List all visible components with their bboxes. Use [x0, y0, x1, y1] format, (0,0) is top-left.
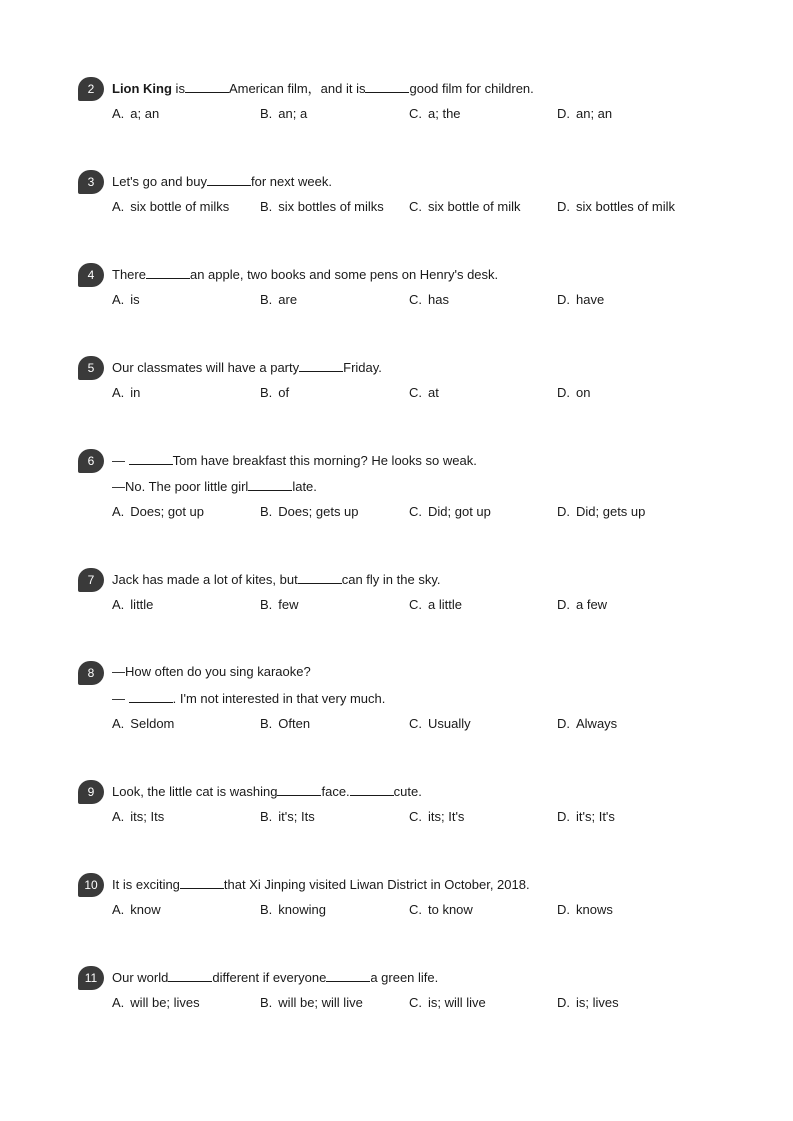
stem-text: is	[171, 81, 185, 96]
stem-text: Jack has made a lot of kites, but	[112, 572, 298, 587]
option-choice	[409, 597, 462, 613]
option-choice	[260, 292, 297, 308]
option-text: its; Its	[130, 809, 165, 824]
options-row	[112, 809, 732, 825]
option-text: will be; will live	[278, 995, 363, 1010]
option-choice	[557, 106, 612, 122]
option-text: Did; gets up	[576, 504, 646, 519]
option-choice	[112, 902, 161, 918]
option-text: will be; lives	[130, 995, 200, 1010]
stem-text: can fly in the sky.	[341, 572, 441, 587]
question-stem	[112, 571, 440, 588]
options-row	[112, 504, 732, 520]
option-choice	[112, 106, 159, 122]
option-text: six bottles of milks	[278, 199, 384, 214]
stem-text: an apple, two books and some pens on Henry's desk.	[189, 267, 499, 282]
stem-text: Our world	[112, 970, 169, 985]
question-number-badge: 8	[78, 661, 104, 685]
option-choice	[409, 106, 461, 122]
question-stem	[112, 664, 311, 680]
option-text: a few	[576, 597, 608, 612]
options-row	[112, 106, 732, 122]
answer-blank	[129, 690, 173, 703]
option-text: Does; got up	[130, 504, 205, 519]
stem-text: Friday.	[343, 360, 382, 375]
question-number-badge: 4	[78, 263, 104, 287]
option-choice	[409, 504, 491, 520]
options-row	[112, 385, 732, 401]
option-letter: B.	[260, 902, 273, 917]
option-choice	[260, 902, 326, 918]
stem-text: —No. The poor little girl	[112, 479, 249, 494]
option-choice	[112, 809, 164, 825]
option-letter: D.	[557, 716, 570, 731]
option-letter: C.	[409, 199, 422, 214]
answer-blank	[248, 478, 292, 491]
answer-blank	[185, 80, 229, 93]
option-letter: B.	[260, 106, 273, 121]
option-letter: A.	[112, 809, 125, 824]
stem-text: Tom have breakfast this morning? He looks so weak.	[172, 453, 477, 468]
answer-blank	[180, 876, 224, 889]
answer-blank	[146, 266, 190, 279]
options-row	[112, 199, 732, 215]
option-letter: B.	[260, 385, 273, 400]
stem-text: It is exciting	[112, 877, 180, 892]
option-letter: C.	[409, 809, 422, 824]
option-text: it's; Its	[278, 809, 315, 824]
option-letter: C.	[409, 292, 422, 307]
option-text: it's; It's	[576, 809, 615, 824]
option-letter: B.	[260, 716, 273, 731]
question-stem	[112, 173, 332, 190]
option-letter: D.	[557, 504, 570, 519]
stem-text: good film for children.	[409, 81, 534, 96]
option-choice	[112, 597, 153, 613]
option-text: have	[576, 292, 605, 307]
answer-blank	[277, 783, 321, 796]
option-text: little	[130, 597, 154, 612]
options-row	[112, 292, 732, 308]
option-text: six bottle of milk	[428, 199, 521, 214]
option-choice	[409, 809, 464, 825]
question-number-badge: 5	[78, 356, 104, 380]
option-letter: D.	[557, 902, 570, 917]
stem-text: —How often do you sing karaoke?	[112, 664, 311, 679]
question-number-badge: 2	[78, 77, 104, 101]
option-letter: D.	[557, 199, 570, 214]
option-text: Usually	[428, 716, 471, 731]
option-letter: D.	[557, 809, 570, 824]
option-text: is	[130, 292, 140, 307]
stem-text: —	[112, 453, 129, 468]
question-number-badge: 3	[78, 170, 104, 194]
option-text: Did; got up	[428, 504, 491, 519]
option-letter: D.	[557, 106, 570, 121]
option-letter: C.	[409, 716, 422, 731]
options-row	[112, 995, 732, 1011]
option-text: to know	[428, 902, 473, 917]
option-text: few	[278, 597, 299, 612]
stem-text: Let's go and buy	[112, 174, 207, 189]
option-choice	[409, 995, 486, 1011]
question-stem	[112, 783, 422, 800]
option-choice	[260, 504, 359, 520]
option-letter: A.	[112, 504, 125, 519]
option-letter: A.	[112, 106, 125, 121]
option-choice	[260, 809, 315, 825]
option-text: an; an	[576, 106, 613, 121]
question-stem	[112, 876, 530, 893]
option-letter: D.	[557, 995, 570, 1010]
option-choice	[557, 504, 645, 520]
option-letter: B.	[260, 597, 273, 612]
option-text: on	[576, 385, 591, 400]
answer-blank	[168, 969, 212, 982]
question-stem	[112, 80, 534, 97]
option-choice	[409, 716, 471, 732]
question-stem	[112, 478, 317, 495]
option-choice	[112, 716, 174, 732]
option-letter: A.	[112, 292, 125, 307]
option-text: in	[130, 385, 141, 400]
stem-text: —	[112, 691, 129, 706]
option-letter: A.	[112, 385, 125, 400]
answer-blank	[350, 783, 394, 796]
option-letter: C.	[409, 995, 422, 1010]
question-number-badge: 6	[78, 449, 104, 473]
stem-text: that Xi Jinping visited Liwan District in October, 2018.	[223, 877, 530, 892]
option-text: Seldom	[130, 716, 175, 731]
question-stem	[112, 266, 498, 283]
option-text: Always	[576, 716, 618, 731]
option-choice	[260, 995, 363, 1011]
option-text: knowing	[278, 902, 326, 917]
option-text: of	[278, 385, 290, 400]
option-choice	[112, 199, 229, 215]
stem-text: a green life.	[370, 970, 439, 985]
option-choice	[260, 106, 307, 122]
option-letter: A.	[112, 902, 125, 917]
option-choice	[557, 385, 590, 401]
option-letter: D.	[557, 597, 570, 612]
option-choice	[409, 292, 449, 308]
option-letter: A.	[112, 597, 125, 612]
option-text: Often	[278, 716, 311, 731]
option-text: six bottle of milks	[130, 199, 230, 214]
option-letter: B.	[260, 995, 273, 1010]
option-letter: A.	[112, 995, 125, 1010]
option-text: has	[428, 292, 449, 307]
answer-blank	[207, 173, 251, 186]
option-text: a little	[428, 597, 462, 612]
stem-text: American film，and it is	[228, 81, 366, 96]
option-text: knows	[576, 902, 613, 917]
option-letter: C.	[409, 385, 422, 400]
option-text: know	[130, 902, 161, 917]
option-text: six bottles of milk	[576, 199, 675, 214]
stem-title-text: Lion King	[112, 81, 172, 96]
question-number-badge: 11	[78, 966, 104, 990]
stem-text: There	[112, 267, 146, 282]
option-choice	[112, 385, 140, 401]
question-number-badge: 9	[78, 780, 104, 804]
option-text: is; lives	[576, 995, 619, 1010]
question-stem	[112, 359, 382, 376]
option-text: a; the	[428, 106, 461, 121]
option-choice	[112, 292, 140, 308]
question-stem	[112, 690, 385, 707]
option-choice	[557, 199, 675, 215]
option-choice	[557, 809, 615, 825]
option-letter: B.	[260, 809, 273, 824]
option-choice	[112, 995, 200, 1011]
option-choice	[409, 385, 439, 401]
option-text: a; an	[130, 106, 160, 121]
option-letter: A.	[112, 199, 125, 214]
option-choice	[409, 902, 473, 918]
option-text: its; It's	[428, 809, 465, 824]
stem-text: late.	[292, 479, 317, 494]
stem-text: face.	[321, 784, 350, 799]
option-text: are	[278, 292, 298, 307]
stem-text: Our classmates will have a party	[112, 360, 300, 375]
option-choice	[260, 385, 289, 401]
option-text: an; a	[278, 106, 308, 121]
option-text: is; will live	[428, 995, 486, 1010]
question-number-badge: 10	[78, 873, 104, 897]
answer-blank	[365, 80, 409, 93]
option-choice	[112, 504, 204, 520]
question-stem	[112, 969, 438, 986]
option-choice	[557, 292, 604, 308]
option-choice	[557, 902, 613, 918]
option-letter: B.	[260, 199, 273, 214]
option-letter: D.	[557, 385, 570, 400]
options-row	[112, 716, 732, 732]
option-letter: C.	[409, 504, 422, 519]
option-text: Does; gets up	[278, 504, 359, 519]
option-letter: D.	[557, 292, 570, 307]
option-choice	[260, 199, 384, 215]
options-row	[112, 902, 732, 918]
option-letter: C.	[409, 106, 422, 121]
option-letter: C.	[409, 597, 422, 612]
stem-text: Look, the little cat is washing	[112, 784, 278, 799]
option-choice	[260, 716, 310, 732]
answer-blank	[298, 571, 342, 584]
question-number-badge: 7	[78, 568, 104, 592]
question-stem	[112, 452, 477, 469]
options-row	[112, 597, 732, 613]
stem-text: for next week.	[251, 174, 332, 189]
option-letter: B.	[260, 292, 273, 307]
option-choice	[557, 597, 607, 613]
option-choice	[260, 597, 299, 613]
stem-text: different if everyone	[212, 970, 327, 985]
option-letter: C.	[409, 902, 422, 917]
answer-blank	[326, 969, 370, 982]
option-letter: B.	[260, 504, 273, 519]
option-choice	[557, 995, 619, 1011]
answer-blank	[299, 359, 343, 372]
option-choice	[557, 716, 617, 732]
option-letter: A.	[112, 716, 125, 731]
answer-blank	[129, 452, 173, 465]
stem-text: cute.	[393, 784, 422, 799]
option-text: at	[428, 385, 439, 400]
option-choice	[409, 199, 520, 215]
stem-text: . I'm not interested in that very much.	[172, 691, 386, 706]
